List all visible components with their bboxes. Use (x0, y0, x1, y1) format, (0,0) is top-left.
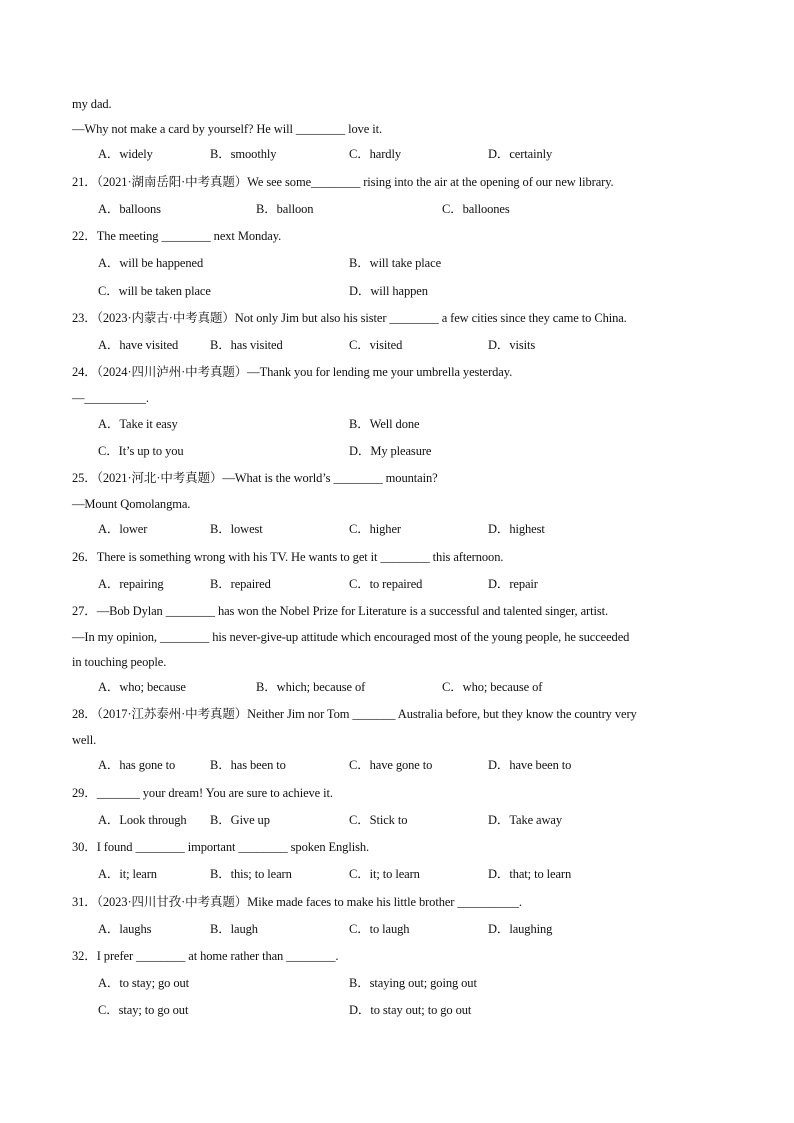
question-32: 32．I prefer ________ at home rather than ________. (72, 949, 339, 963)
option-b: B．staying out; going out (349, 976, 477, 990)
option-b: B．smoothly (210, 147, 277, 161)
option-b: B．has visited (210, 338, 283, 352)
option-b: B．lowest (210, 522, 263, 536)
question-24: 24．（2024·四川泸州·中考真题）—Thank you for lending me your umbrella yesterday. (72, 365, 513, 379)
option-c: C．have gone to (349, 758, 433, 772)
option-c: C．to laugh (349, 922, 410, 936)
option-c: C．balloones (442, 202, 510, 216)
option-b: B．laugh (210, 922, 258, 936)
option-d: D．My pleasure (349, 444, 432, 458)
option-a: A．has gone to (98, 758, 176, 772)
option-d: D．repair (488, 577, 538, 591)
option-a: A．repairing (98, 577, 164, 591)
option-d: D．to stay out; to go out (349, 1003, 472, 1017)
option-b: B．has been to (210, 758, 286, 772)
option-a: A．it; learn (98, 867, 157, 881)
question-27: 27．—Bob Dylan ________ has won the Nobel Prize for Literature is a successful and talented singer, artist. (72, 604, 608, 618)
option-d: D．visits (488, 338, 536, 352)
text-line: —Why not make a card by yourself? He will ________ love it. (72, 122, 382, 136)
option-c: C．Stick to (349, 813, 408, 827)
question-22: 22．The meeting ________ next Monday. (72, 229, 282, 243)
option-b: B．Well done (349, 417, 420, 431)
question-25: 25．（2021·河北·中考真题）—What is the world’s ________ mountain? (72, 471, 438, 485)
question-30: 30．I found ________ important ________ spoken English. (72, 840, 370, 854)
option-c: C．higher (349, 522, 401, 536)
option-a: A．who; because (98, 680, 186, 694)
option-c: C．visited (349, 338, 403, 352)
question-23: 23．（2023·内蒙古·中考真题）Not only Jim but also his sister ________ a few cities since they came to China. (72, 311, 627, 325)
option-c: C．stay; to go out (98, 1003, 189, 1017)
option-d: D．certainly (488, 147, 553, 161)
option-d: D．will happen (349, 284, 428, 298)
text-line: well. (72, 733, 97, 747)
option-a: A．Look through (98, 813, 187, 827)
option-b: B．balloon (256, 202, 314, 216)
text-line: my dad. (72, 97, 112, 111)
option-b: B．this; to learn (210, 867, 292, 881)
option-b: B．will take place (349, 256, 442, 270)
text-line: in touching people. (72, 655, 167, 669)
option-a: A．widely (98, 147, 153, 161)
option-b: B．repaired (210, 577, 271, 591)
question-28: 28．（2017·江苏泰州·中考真题）Neither Jim nor Tom _______ Australia before, but they know the country very (72, 707, 637, 721)
option-d: D．that; to learn (488, 867, 572, 881)
question-29: 29．_______ your dream! You are sure to achieve it. (72, 786, 333, 800)
option-c: C．will be taken place (98, 284, 211, 298)
option-d: D．have been to (488, 758, 572, 772)
question-26: 26．There is something wrong with his TV. He wants to get it ________ this afternoon. (72, 550, 504, 564)
question-21: 21．（2021·湖南岳阳·中考真题）We see some________ rising into the air at the opening of our new library. (72, 175, 614, 189)
option-a: A．will be happened (98, 256, 204, 270)
option-c: C．It’s up to you (98, 444, 184, 458)
text-line: —In my opinion, ________ his never-give-up attitude which encouraged most of the young people, he succeeded (72, 630, 630, 644)
option-d: D．laughing (488, 922, 553, 936)
option-b: B．Give up (210, 813, 270, 827)
option-c: C．hardly (349, 147, 401, 161)
option-a: A．to stay; go out (98, 976, 190, 990)
text-line: —Mount Qomolangma. (72, 497, 191, 511)
option-c: C．who; because of (442, 680, 543, 694)
option-d: D．Take away (488, 813, 563, 827)
option-a: A．have visited (98, 338, 179, 352)
option-c: C．it; to learn (349, 867, 420, 881)
option-a: A．laughs (98, 922, 152, 936)
text-line: —__________. (72, 391, 149, 405)
option-a: A．Take it easy (98, 417, 178, 431)
option-c: C．to repaired (349, 577, 423, 591)
option-b: B．which; because of (256, 680, 366, 694)
option-d: D．highest (488, 522, 545, 536)
option-a: A．balloons (98, 202, 161, 216)
question-31: 31．（2023·四川甘孜·中考真题）Mike made faces to make his little brother __________. (72, 895, 522, 909)
option-a: A．lower (98, 522, 148, 536)
